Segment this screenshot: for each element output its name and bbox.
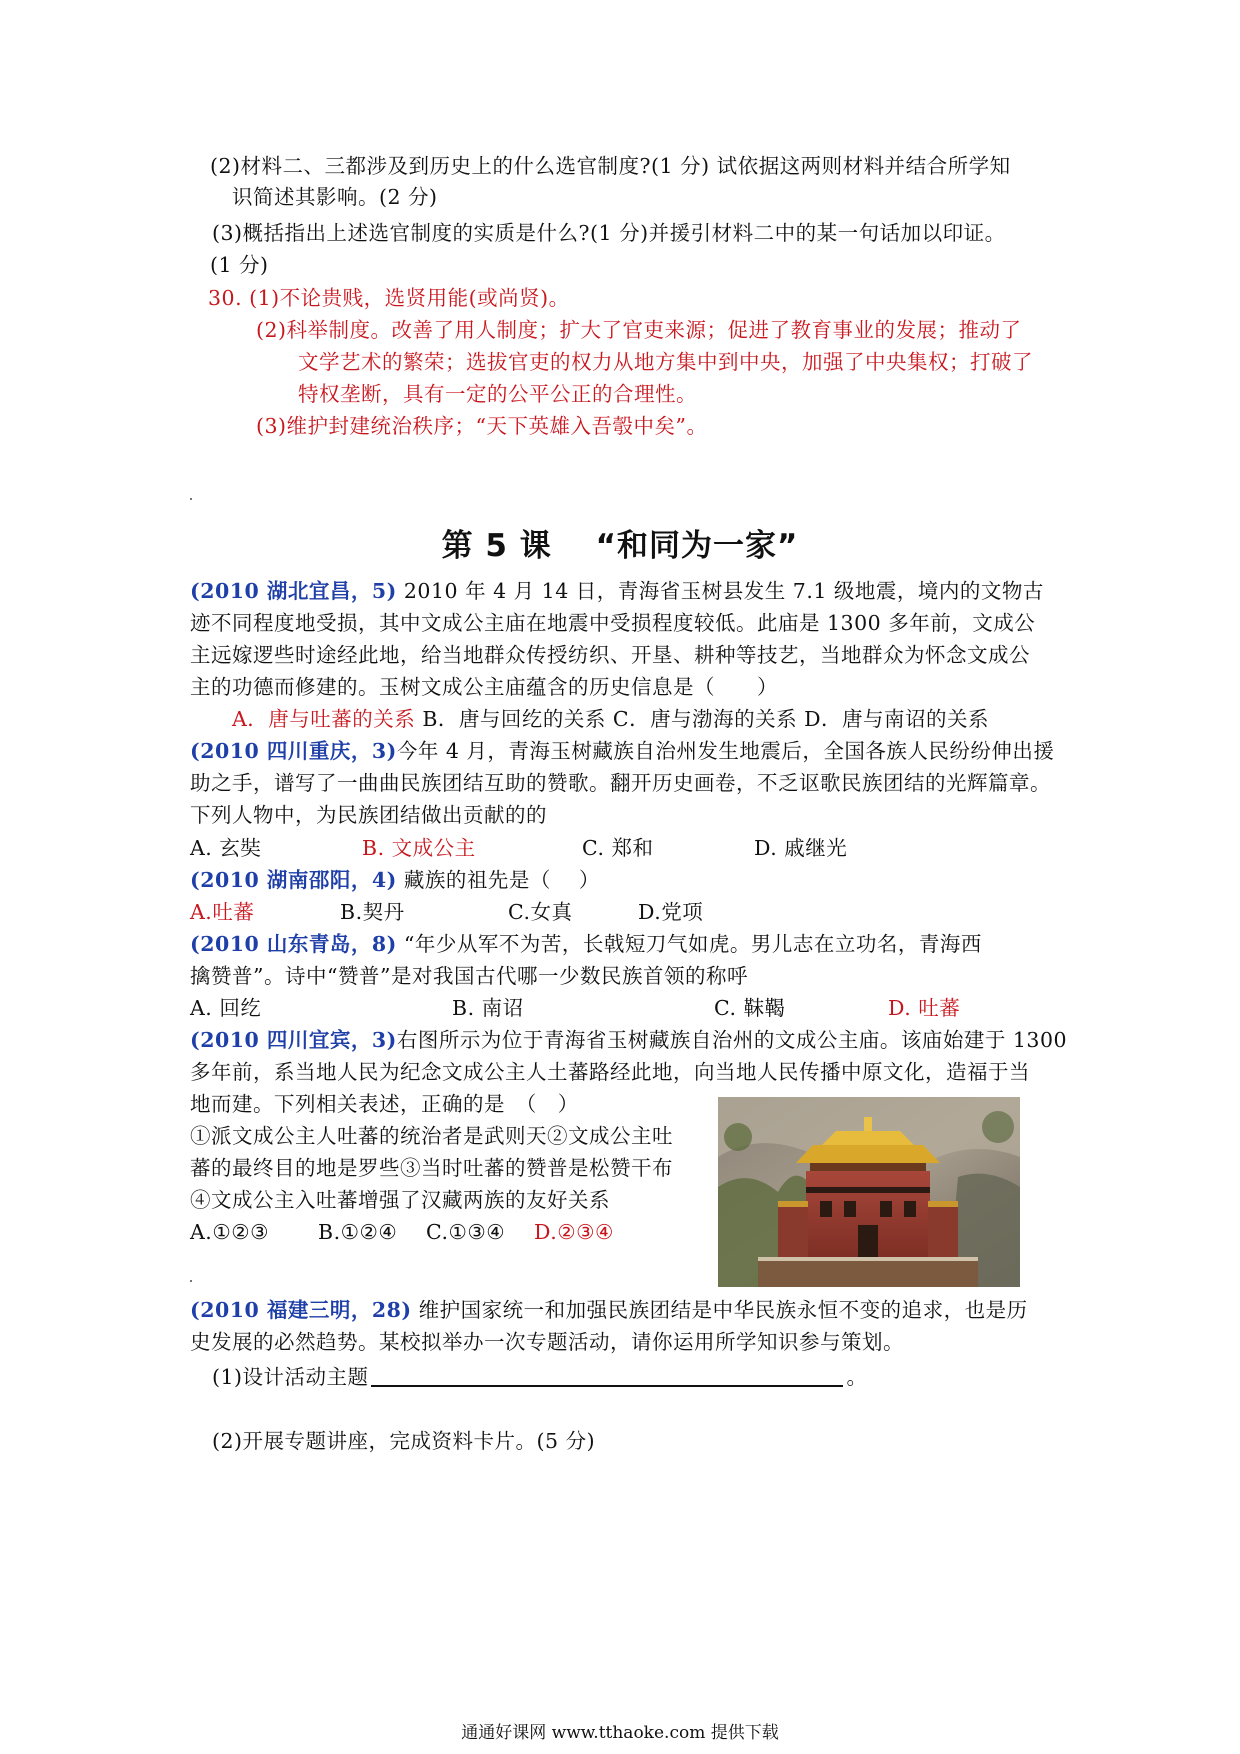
question-3-source: (2010 湖南邵阳，4) bbox=[190, 868, 397, 892]
page-footer: 通通好课网 www.tthaoke.com 提供下载 bbox=[461, 1723, 779, 1743]
question-4-line2: 擒赞普”。诗中“赞普”是对我国古代哪一少数民族首领的称呼 bbox=[190, 964, 748, 988]
question-3-text: 藏族的祖先是（ ） bbox=[396, 868, 600, 892]
answer-30-1: 30. (1)不论贵贱，选贤用能(或尚贤)。 bbox=[208, 286, 570, 310]
prev-q3-line1: (3)概括指出上述选官制度的实质是什么?(1 分)并援引材料二中的某一句话加以印证。 bbox=[212, 221, 1006, 245]
question-6-text: 维护国家统一和加强民族团结是中华民族永恒不变的追求，也是历 bbox=[411, 1298, 1028, 1322]
question-3-option-d: D.党项 bbox=[638, 900, 704, 924]
question-5-option-a: A.①②③ bbox=[190, 1220, 269, 1244]
question-6-sub2: (2)开展专题讲座，完成资料卡片。(5 分) bbox=[212, 1429, 596, 1453]
question-1-option-rest: B．唐与回纥的关系 C．唐与渤海的关系 D．唐与南诏的关系 bbox=[415, 707, 990, 731]
question-3-option-b: B.契丹 bbox=[340, 900, 405, 924]
question-1-line4: 主的功德而修建的。玉树文成公主庙蕴含的历史信息是（ ） bbox=[190, 675, 778, 699]
question-2-option-d: D. 戚继光 bbox=[754, 836, 848, 860]
question-2-option-c: C. 郑和 bbox=[582, 836, 654, 860]
question-5-source: (2010 四川宜宾，3) bbox=[190, 1028, 397, 1052]
question-6-sub1-label: (1)设计活动主题 bbox=[212, 1365, 369, 1389]
scan-mark bbox=[190, 498, 192, 500]
question-4-source: (2010 山东青岛，8) bbox=[190, 932, 397, 956]
question-4-text: “年少从军不为苦，长戟短刀气如虎。男儿志在立功名，青海西 bbox=[396, 932, 982, 956]
question-1-line2: 迹不同程度地受损，其中文成公主庙在地震中受损程度较低。此庙是 1300 多年前，文成公 bbox=[190, 611, 1036, 635]
question-1-line3: 主远嫁逻些时途经此地，给当地群众传授纺织、开垦、耕种等技艺，当地群众为怀念文成公 bbox=[190, 643, 1030, 667]
question-2-text: 今年 4 月，青海玉树藏族自治州发生地震后，全国各族人民纷纷伸出援 bbox=[396, 739, 1055, 763]
prev-q3-line2: (1 分) bbox=[210, 253, 269, 277]
question-5-line1 bbox=[190, 1025, 1067, 1055]
question-2-option-a: A. 玄奘 bbox=[190, 836, 262, 860]
answer-30-2b: 文学艺术的繁荣；选拔官吏的权力从地方集中到中央，加强了中央集权；打破了 bbox=[298, 350, 1033, 374]
question-5-line2: 多年前，系当地人民为纪念文成公主人土蕃路经此地，向当地人民传播中原文化，造福于当 bbox=[190, 1060, 1030, 1084]
activity-theme-blank[interactable] bbox=[371, 1363, 843, 1387]
question-1-text: 2010 年 4 月 14 日，青海省玉树县发生 7.1 级地震，境内的文物古 bbox=[396, 579, 1044, 603]
question-6-line2: 史发展的必然趋势。某校拟举办一次专题活动，请你运用所学知识参与策划。 bbox=[190, 1330, 904, 1354]
question-2-line3: 下列人物中，为民族团结做出贡献的的 bbox=[190, 803, 547, 827]
question-5-line4: ①派文成公主人吐蕃的统治者是武则天②文成公主吐 bbox=[190, 1124, 673, 1148]
scan-mark-2 bbox=[190, 1280, 192, 1282]
prev-q2-line1: (2)材料二、三都涉及到历史上的什么选官制度?(1 分) 试依据这两则材料并结合所学知 bbox=[210, 154, 1011, 178]
question-5-option-d: D.②③④ bbox=[534, 1220, 614, 1244]
question-6-sub1 bbox=[212, 1362, 868, 1392]
question-6-source: (2010 福建三明，28) bbox=[190, 1298, 412, 1322]
question-1-source: (2010 湖北宜昌，5) bbox=[190, 579, 397, 603]
question-1-options bbox=[232, 704, 989, 734]
question-3-option-a: A.吐蕃 bbox=[190, 900, 255, 924]
question-2-option-b: B. 文成公主 bbox=[362, 836, 476, 860]
question-3-option-c: C.女真 bbox=[508, 900, 573, 924]
question-5-line3: 地而建。下列相关表述，正确的是 （ ） bbox=[190, 1092, 579, 1116]
answer-30-2c: 特权垄断，具有一定的公平公正的合理性。 bbox=[298, 382, 697, 406]
question-5-option-b: B.①②④ bbox=[318, 1220, 398, 1244]
question-5-options bbox=[190, 1217, 614, 1247]
question-4-option-b: B. 南诏 bbox=[452, 996, 524, 1020]
prev-q2-line2: 识简述其影响。(2 分) bbox=[232, 185, 438, 209]
question-2-line2: 助之手，谱写了一曲曲民族团结互助的赞歌。翻开历史画卷，不乏讴歌民族团结的光辉篇章。 bbox=[190, 771, 1051, 795]
question-6-line1 bbox=[190, 1295, 1028, 1325]
question-5-line6: ④文成公主入吐蕃增强了汉藏两族的友好关系 bbox=[190, 1188, 610, 1212]
answer-30-2a: (2)科举制度。改善了用人制度；扩大了官吏来源；促进了教育事业的发展；推动了 bbox=[256, 318, 1022, 342]
question-4-line1 bbox=[190, 929, 982, 959]
question-3-line1 bbox=[190, 865, 600, 895]
answer-30-3: (3)维护封建统治秩序；“天下英雄入吾彀中矣”。 bbox=[256, 414, 708, 438]
question-4-option-c: C. 靺鞨 bbox=[714, 996, 786, 1020]
question-2-source: (2010 四川重庆，3) bbox=[190, 739, 397, 763]
question-2-line1 bbox=[190, 736, 1054, 766]
question-4-option-a: A. 回纥 bbox=[190, 996, 262, 1020]
question-4-options bbox=[190, 993, 960, 1023]
question-2-options bbox=[190, 833, 847, 863]
question-1-option-a: A．唐与吐蕃的关系 bbox=[232, 707, 416, 731]
lesson-title: 第 5 课 “和同为一家” bbox=[441, 528, 799, 564]
question-6-sub1-end: 。 bbox=[846, 1365, 868, 1389]
question-5-line5: 蕃的最终目的地是罗些③当时吐蕃的赞普是松赞干布 bbox=[190, 1156, 673, 1180]
question-5-text: 右图所示为位于青海省玉树藏族自治州的文成公主庙。该庙始建于 1300 bbox=[396, 1028, 1068, 1052]
wencheng-temple-photo bbox=[718, 1097, 1020, 1287]
question-5-option-c: C.①③④ bbox=[426, 1220, 506, 1244]
question-3-options bbox=[190, 897, 703, 927]
question-1-line1 bbox=[190, 576, 1044, 606]
question-4-option-d: D. 吐蕃 bbox=[888, 996, 961, 1020]
